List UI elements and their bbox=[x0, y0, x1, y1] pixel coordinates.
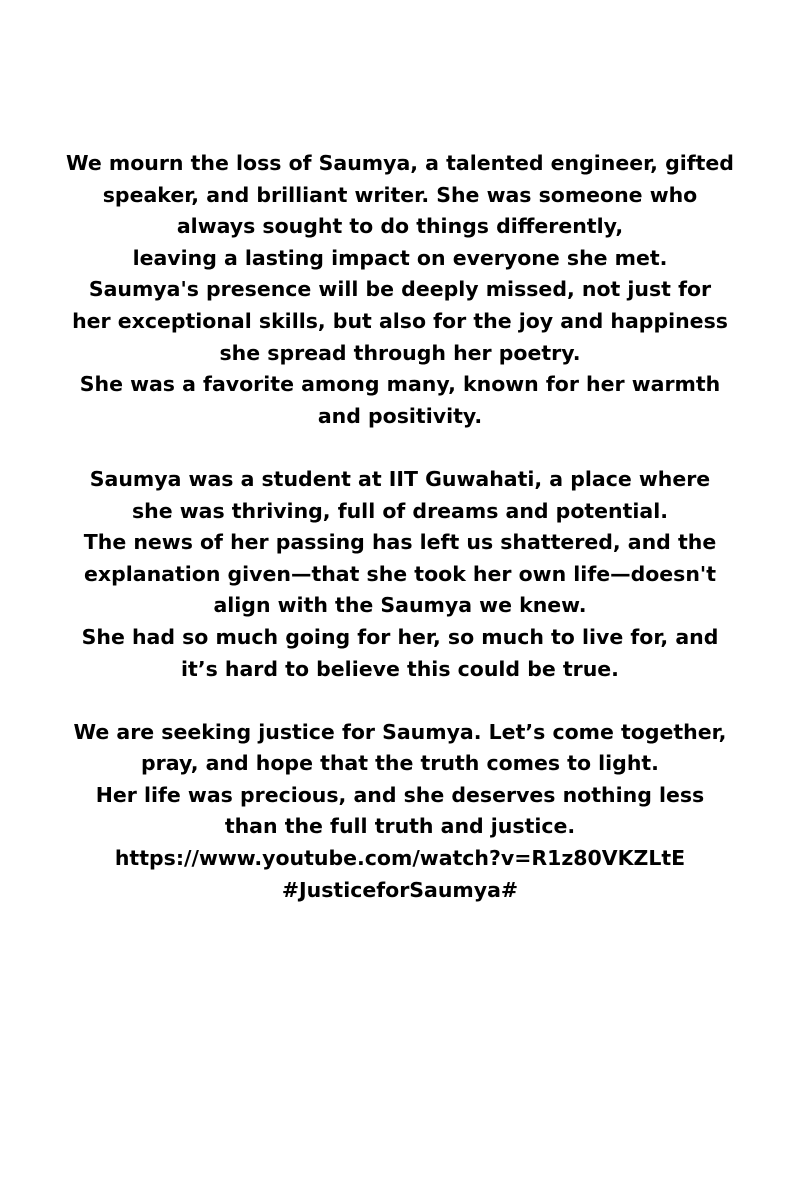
text-line: She had so much going for her, so much to live for, and bbox=[81, 624, 719, 649]
youtube-link[interactable]: https://www.youtube.com/watch?v=R1z80VKZLtE bbox=[114, 846, 686, 871]
memorial-text bbox=[0, 148, 800, 906]
text-line: explanation given—that she took her own life—doesn't bbox=[84, 561, 716, 586]
text-line: Saumya's presence will be deeply missed, not just for bbox=[88, 277, 712, 302]
text-line: leaving a lasting impact on everyone she met. bbox=[132, 245, 668, 270]
text-line: Her life was precious, and she deserves nothing less bbox=[95, 782, 705, 807]
text-line: her exceptional skills, but also for the joy and happiness bbox=[72, 308, 728, 333]
text-line: Saumya was a student at IIT Guwahati, a place where bbox=[89, 466, 711, 491]
text-line: We are seeking justice for Saumya. Let’s come together, bbox=[73, 719, 727, 744]
text-line: she was thriving, full of dreams and potential. bbox=[131, 498, 669, 523]
text-line: She was a favorite among many, known for her warmth bbox=[79, 372, 721, 397]
text-line: than the full truth and justice. bbox=[224, 814, 576, 839]
text-line: We mourn the loss of Saumya, a talented engineer, gifted bbox=[66, 151, 734, 175]
text-line: pray, and hope that the truth comes to light. bbox=[141, 751, 659, 776]
paragraph-call-for-justice bbox=[0, 717, 800, 907]
text-line: The news of her passing has left us shattered, and the bbox=[83, 530, 717, 555]
paragraph-spacer bbox=[0, 685, 800, 717]
text-line: align with the Saumya we knew. bbox=[213, 593, 587, 618]
text-line: speaker, and brilliant writer. She was someone who bbox=[102, 182, 698, 207]
text-line: always sought to do things differently, bbox=[176, 214, 624, 239]
paragraph-spacer bbox=[0, 432, 800, 464]
hashtag[interactable]: #JusticeforSaumya# bbox=[281, 877, 519, 902]
text-line: she spread through her poetry. bbox=[219, 340, 581, 365]
paragraph-tribute bbox=[0, 148, 800, 432]
text-line: it’s hard to believe this could be true. bbox=[181, 656, 619, 681]
text-line: and positivity. bbox=[317, 403, 483, 428]
paragraph-circumstances bbox=[0, 464, 800, 685]
